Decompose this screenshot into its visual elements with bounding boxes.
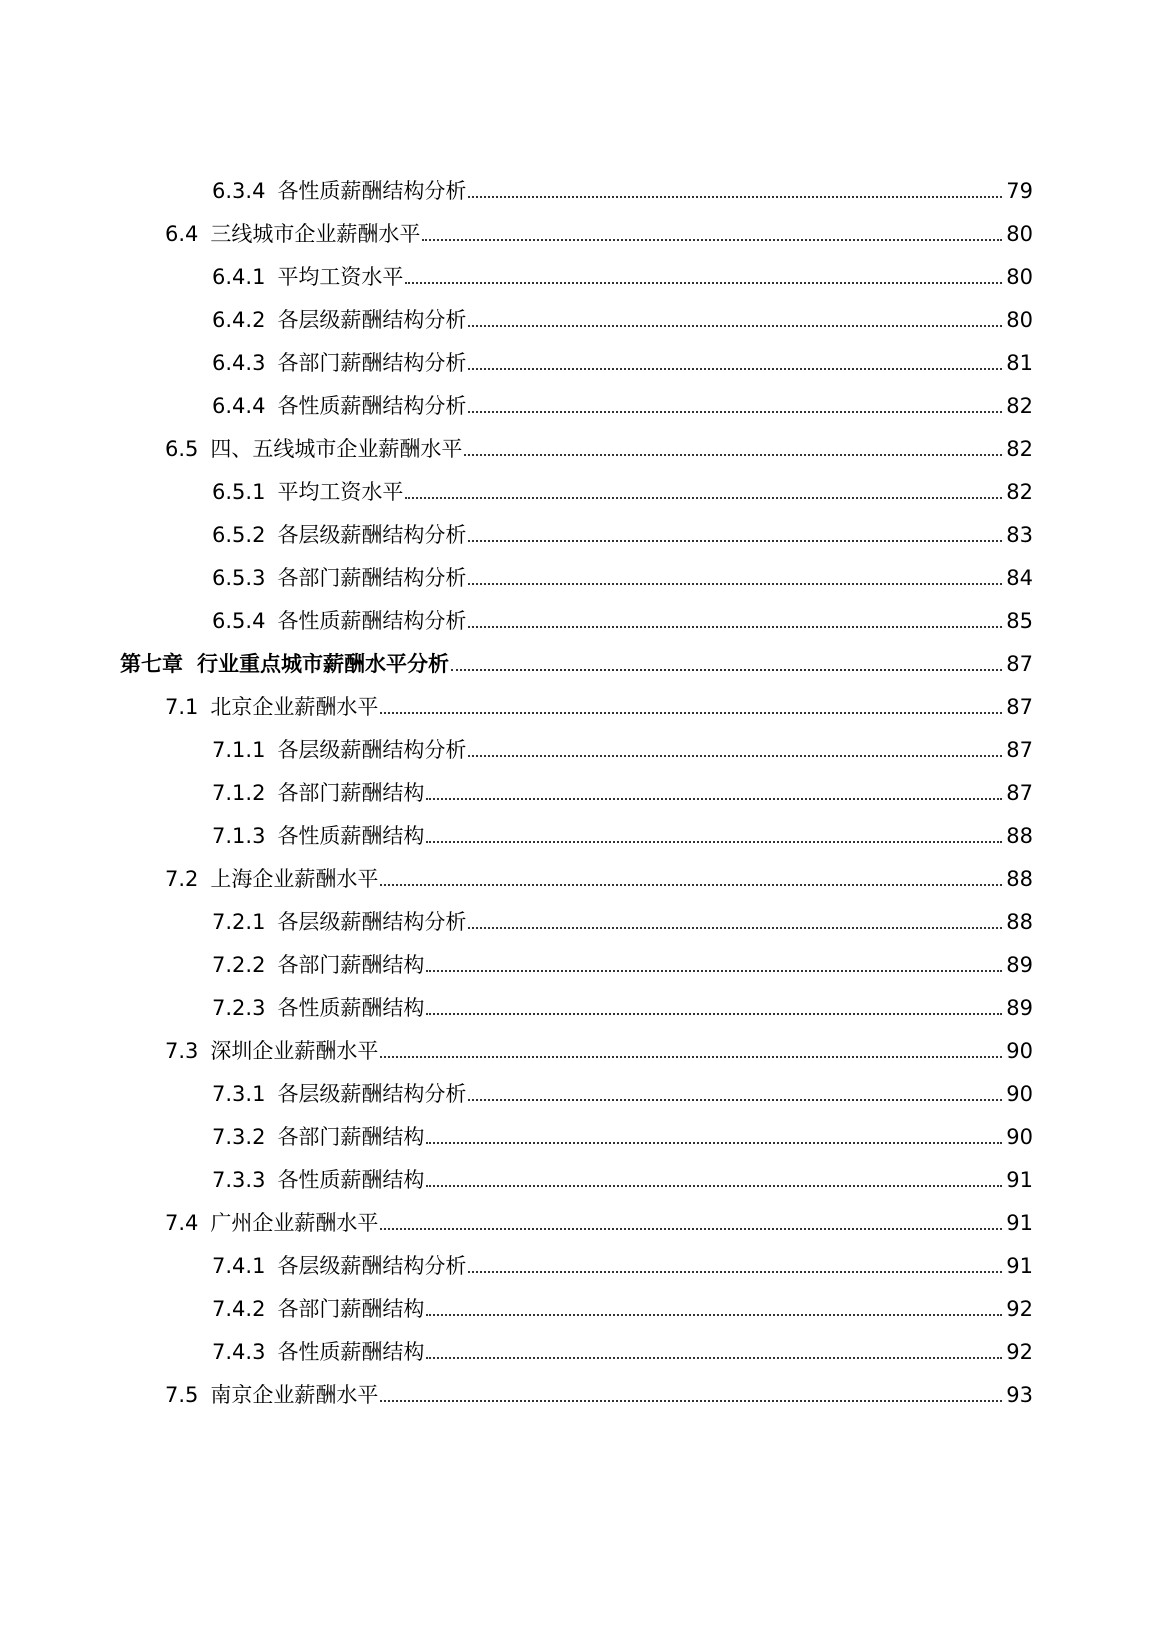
toc-entry-label[interactable] — [212, 262, 403, 292]
toc-entry-7-4[interactable] — [0, 1195, 1153, 1238]
toc-page-number[interactable]: 87 — [1006, 738, 1033, 762]
toc-dot-leader — [380, 1400, 1002, 1402]
toc-entry-7-3-2[interactable] — [0, 1109, 1153, 1152]
toc-dot-leader — [405, 497, 1002, 499]
toc-entry-label[interactable] — [212, 1294, 424, 1324]
toc-entry-6-5-1[interactable] — [0, 464, 1153, 507]
toc-entry-label[interactable] — [212, 950, 424, 980]
toc-dot-leader — [468, 626, 1002, 628]
toc-page-number[interactable]: 87 — [1006, 695, 1033, 719]
toc-entry-title: 各性质薪酬结构分析 — [277, 179, 467, 203]
toc-entry-number: 6.4.3 — [212, 351, 266, 375]
toc-entry-label[interactable] — [212, 993, 424, 1023]
toc-entry-number: 7.4.1 — [212, 1254, 266, 1278]
toc-entry-label[interactable] — [212, 1251, 466, 1281]
toc-entry-title: 各层级薪酬结构分析 — [277, 523, 467, 547]
toc-entry-6-3-4[interactable] — [0, 163, 1153, 206]
toc-entry-title: 各性质薪酬结构 — [277, 1340, 425, 1364]
toc-page-number[interactable]: 83 — [1006, 523, 1033, 547]
toc-entry-7-4-2[interactable] — [0, 1281, 1153, 1324]
toc-entry-6-4[interactable] — [0, 206, 1153, 249]
toc-entry-label[interactable] — [212, 821, 424, 851]
toc-entry-label[interactable] — [212, 305, 466, 335]
toc-entry-label[interactable] — [212, 778, 424, 808]
toc-entry-7-3[interactable] — [0, 1023, 1153, 1066]
toc-entry-title: 各性质薪酬结构 — [277, 824, 425, 848]
toc-dot-leader — [451, 669, 1002, 671]
toc-dot-leader — [380, 712, 1002, 714]
toc-entry-title: 平均工资水平 — [277, 480, 404, 504]
toc-entry-6-4-2[interactable] — [0, 292, 1153, 335]
toc-entry-title: 三线城市企业薪酬水平 — [210, 222, 421, 246]
toc-dot-leader — [468, 411, 1002, 413]
toc-page-number[interactable]: 89 — [1006, 953, 1033, 977]
toc-entry-label[interactable] — [212, 735, 466, 765]
toc-entry-number: 6.4.1 — [212, 265, 266, 289]
toc-entry-7-1-2[interactable] — [0, 765, 1153, 808]
toc-entry-label[interactable] — [212, 563, 466, 593]
toc-entry-number: 7.1 — [165, 695, 199, 719]
toc-entry-label[interactable] — [165, 1380, 378, 1410]
toc-entry-第七章[interactable] — [0, 636, 1153, 679]
toc-dot-leader — [422, 239, 1002, 241]
toc-entry-title: 各层级薪酬结构分析 — [277, 738, 467, 762]
toc-entry-number: 7.4 — [165, 1211, 199, 1235]
toc-entry-label[interactable] — [212, 176, 466, 206]
toc-entry-6-5[interactable] — [0, 421, 1153, 464]
toc-dot-leader — [426, 841, 1002, 843]
toc-entry-number: 7.5 — [165, 1383, 199, 1407]
toc-page-number[interactable]: 88 — [1006, 867, 1033, 891]
toc-dot-leader — [405, 282, 1002, 284]
toc-entry-label[interactable] — [212, 1165, 424, 1195]
toc-page-number[interactable]: 80 — [1006, 308, 1033, 332]
toc-entry-number: 7.2.1 — [212, 910, 266, 934]
toc-entry-7-1-3[interactable] — [0, 808, 1153, 851]
toc-entry-number: 7.1.1 — [212, 738, 266, 762]
toc-entry-7-4-1[interactable] — [0, 1238, 1153, 1281]
toc-entry-7-4-3[interactable] — [0, 1324, 1153, 1367]
toc-entry-number: 7.1.2 — [212, 781, 266, 805]
toc-entry-label[interactable] — [212, 606, 466, 636]
toc-page-number[interactable]: 92 — [1006, 1297, 1033, 1321]
toc-page-number[interactable]: 84 — [1006, 566, 1033, 590]
toc-page-number[interactable]: 80 — [1006, 222, 1033, 246]
toc-entry-7-5[interactable] — [0, 1367, 1153, 1410]
table-of-contents — [0, 163, 1153, 1410]
toc-dot-leader — [426, 1142, 1002, 1144]
toc-entry-number: 7.4.2 — [212, 1297, 266, 1321]
toc-entry-label[interactable] — [212, 348, 466, 378]
toc-entry-label[interactable] — [165, 1036, 378, 1066]
toc-dot-leader — [426, 1314, 1002, 1316]
toc-page-number[interactable]: 87 — [1006, 652, 1033, 676]
toc-entry-number: 6.4.2 — [212, 308, 266, 332]
toc-entry-title: 北京企业薪酬水平 — [210, 695, 379, 719]
toc-entry-title: 各部门薪酬结构分析 — [277, 351, 467, 375]
toc-entry-label[interactable] — [212, 907, 466, 937]
toc-dot-leader — [426, 970, 1002, 972]
toc-entry-number: 7.1.3 — [212, 824, 266, 848]
toc-entry-number: 6.5.4 — [212, 609, 266, 633]
toc-page-number[interactable]: 82 — [1006, 394, 1033, 418]
toc-entry-title: 各层级薪酬结构分析 — [277, 308, 467, 332]
toc-entry-number: 7.2.3 — [212, 996, 266, 1020]
toc-dot-leader — [426, 1357, 1002, 1359]
toc-entry-number: 6.5.1 — [212, 480, 266, 504]
toc-entry-title: 各层级薪酬结构分析 — [277, 1082, 467, 1106]
toc-page-number[interactable]: 87 — [1006, 781, 1033, 805]
toc-entry-label[interactable] — [212, 520, 466, 550]
toc-entry-label[interactable] — [212, 391, 466, 421]
toc-page-number[interactable]: 91 — [1006, 1254, 1033, 1278]
toc-entry-title: 各性质薪酬结构分析 — [277, 609, 467, 633]
toc-page-number[interactable]: 82 — [1006, 437, 1033, 461]
toc-entry-number: 6.4 — [165, 222, 199, 246]
toc-page-number[interactable]: 81 — [1006, 351, 1033, 375]
toc-entry-title: 各部门薪酬结构 — [277, 1125, 425, 1149]
toc-dot-leader — [468, 540, 1002, 542]
toc-dot-leader — [464, 454, 1002, 456]
toc-entry-7-2-2[interactable] — [0, 937, 1153, 980]
toc-dot-leader — [468, 755, 1002, 757]
toc-page-number[interactable]: 88 — [1006, 910, 1033, 934]
toc-dot-leader — [380, 1228, 1002, 1230]
toc-entry-number: 第七章 — [120, 652, 183, 676]
toc-entry-label[interactable] — [165, 219, 420, 249]
toc-page-number[interactable]: 91 — [1006, 1211, 1033, 1235]
toc-page-number[interactable]: 92 — [1006, 1340, 1033, 1364]
toc-entry-7-2[interactable] — [0, 851, 1153, 894]
toc-entry-title: 各部门薪酬结构 — [277, 1297, 425, 1321]
toc-entry-7-1-1[interactable] — [0, 722, 1153, 765]
toc-dot-leader — [426, 1013, 1002, 1015]
toc-entry-label[interactable] — [165, 1208, 378, 1238]
toc-page-number[interactable]: 90 — [1006, 1125, 1033, 1149]
toc-page-number[interactable]: 88 — [1006, 824, 1033, 848]
toc-entry-6-5-3[interactable] — [0, 550, 1153, 593]
toc-entry-title: 各性质薪酬结构 — [277, 1168, 425, 1192]
toc-entry-label[interactable] — [165, 434, 462, 464]
toc-dot-leader — [426, 798, 1002, 800]
toc-page-number[interactable]: 91 — [1006, 1168, 1033, 1192]
toc-entry-title: 平均工资水平 — [277, 265, 404, 289]
toc-entry-number: 7.3.1 — [212, 1082, 266, 1106]
toc-page-number[interactable]: 85 — [1006, 609, 1033, 633]
toc-entry-number: 7.3.2 — [212, 1125, 266, 1149]
toc-page-number[interactable]: 89 — [1006, 996, 1033, 1020]
toc-entry-title: 各部门薪酬结构 — [277, 953, 425, 977]
toc-entry-6-4-1[interactable] — [0, 249, 1153, 292]
toc-dot-leader — [380, 884, 1002, 886]
toc-entry-number: 7.3.3 — [212, 1168, 266, 1192]
toc-entry-number: 6.5.3 — [212, 566, 266, 590]
toc-dot-leader — [468, 196, 1002, 198]
toc-entry-title: 各层级薪酬结构分析 — [277, 910, 467, 934]
toc-entry-number: 7.4.3 — [212, 1340, 266, 1364]
toc-dot-leader — [468, 1099, 1002, 1101]
toc-entry-7-1[interactable] — [0, 679, 1153, 722]
toc-entry-number: 7.2 — [165, 867, 199, 891]
toc-entry-7-2-3[interactable] — [0, 980, 1153, 1023]
toc-entry-6-4-3[interactable] — [0, 335, 1153, 378]
toc-entry-label[interactable] — [212, 477, 403, 507]
toc-entry-title: 广州企业薪酬水平 — [210, 1211, 379, 1235]
toc-entry-number: 7.2.2 — [212, 953, 266, 977]
toc-page-number[interactable]: 82 — [1006, 480, 1033, 504]
toc-dot-leader — [468, 583, 1002, 585]
toc-entry-label[interactable] — [212, 1079, 466, 1109]
toc-entry-title: 南京企业薪酬水平 — [210, 1383, 379, 1407]
toc-entry-title: 四、五线城市企业薪酬水平 — [210, 437, 463, 461]
toc-entry-title: 各部门薪酬结构 — [277, 781, 425, 805]
toc-dot-leader — [468, 1271, 1002, 1273]
toc-entry-7-3-3[interactable] — [0, 1152, 1153, 1195]
toc-entry-number: 6.5 — [165, 437, 199, 461]
toc-dot-leader — [468, 927, 1002, 929]
toc-entry-number: 6.3.4 — [212, 179, 266, 203]
toc-entry-title: 各部门薪酬结构分析 — [277, 566, 467, 590]
toc-entry-6-5-4[interactable] — [0, 593, 1153, 636]
toc-entry-title: 深圳企业薪酬水平 — [210, 1039, 379, 1063]
toc-dot-leader — [468, 325, 1002, 327]
toc-entry-6-4-4[interactable] — [0, 378, 1153, 421]
toc-entry-number: 6.5.2 — [212, 523, 266, 547]
toc-page-number[interactable]: 90 — [1006, 1082, 1033, 1106]
toc-entry-title: 各性质薪酬结构 — [277, 996, 425, 1020]
toc-page-number[interactable]: 93 — [1006, 1383, 1033, 1407]
toc-entry-label[interactable] — [165, 692, 378, 722]
toc-entry-title: 上海企业薪酬水平 — [210, 867, 379, 891]
toc-entry-title: 各性质薪酬结构分析 — [277, 394, 467, 418]
toc-entry-title: 行业重点城市薪酬水平分析 — [197, 652, 449, 676]
toc-entry-7-3-1[interactable] — [0, 1066, 1153, 1109]
toc-entry-label[interactable] — [120, 649, 449, 679]
toc-entry-title: 各层级薪酬结构分析 — [277, 1254, 467, 1278]
toc-entry-number: 6.4.4 — [212, 394, 266, 418]
toc-entry-number: 7.3 — [165, 1039, 199, 1063]
toc-dot-leader — [468, 368, 1002, 370]
toc-entry-label[interactable] — [165, 864, 378, 894]
toc-dot-leader — [380, 1056, 1002, 1058]
toc-entry-6-5-2[interactable] — [0, 507, 1153, 550]
toc-entry-7-2-1[interactable] — [0, 894, 1153, 937]
toc-page-number[interactable]: 80 — [1006, 265, 1033, 289]
toc-page-number[interactable]: 79 — [1006, 179, 1033, 203]
toc-entry-label[interactable] — [212, 1337, 424, 1367]
toc-entry-label[interactable] — [212, 1122, 424, 1152]
toc-dot-leader — [426, 1185, 1002, 1187]
toc-page-number[interactable]: 90 — [1006, 1039, 1033, 1063]
